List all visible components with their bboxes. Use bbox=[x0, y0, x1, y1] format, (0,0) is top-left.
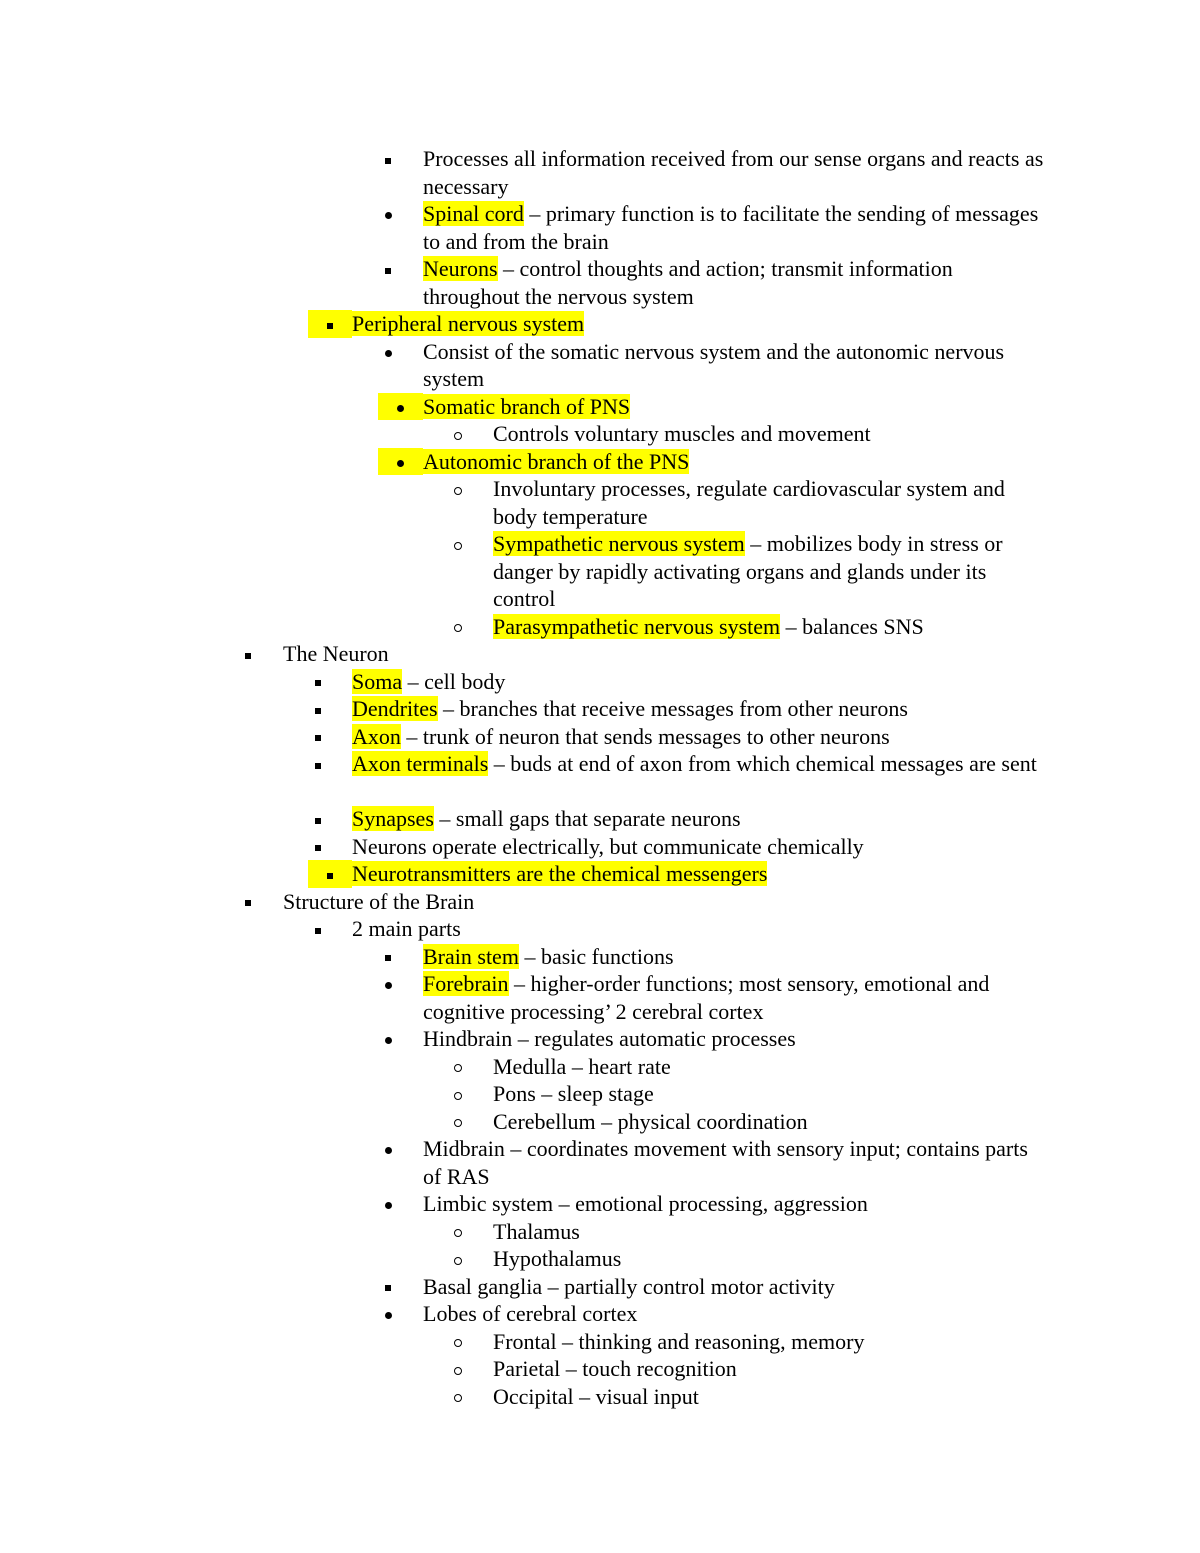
list-item-text bbox=[352, 668, 1050, 696]
item-description: Thalamus bbox=[493, 1218, 580, 1244]
item-description: – primary function is to facilitate the sending of messages to and from the brain bbox=[423, 201, 1039, 254]
item-description: Lobes of cerebral cortex bbox=[423, 1301, 638, 1326]
highlighted-term: Spinal cord bbox=[423, 201, 524, 226]
item-description: Structure of the Brain bbox=[283, 888, 475, 914]
item-description: Pons – sleep stage bbox=[493, 1081, 654, 1106]
list-item-text bbox=[423, 943, 1050, 971]
list-item-text bbox=[493, 613, 1050, 641]
disc-bullet-icon bbox=[378, 1025, 398, 1053]
list-item-text bbox=[423, 1025, 1050, 1053]
item-description: – buds at end of axon from which chemical messages are sent bbox=[488, 751, 1037, 776]
highlighted-term: Peripheral nervous system bbox=[352, 311, 585, 336]
circle-bullet-icon bbox=[448, 420, 468, 448]
circle-bullet-icon bbox=[448, 475, 468, 503]
item-description: Parietal – touch recognition bbox=[493, 1356, 737, 1381]
highlighted-term: Neurotransmitters are the chemical messengers bbox=[352, 861, 768, 886]
item-description: – basic functions bbox=[518, 943, 674, 969]
circle-bullet-icon bbox=[448, 1218, 468, 1246]
highlighted-term: Synapses bbox=[352, 806, 434, 831]
disc-bullet-icon bbox=[378, 970, 398, 998]
item-description: – higher-order functions; most sensory, emotional and cognitive processing’ 2 cerebral cortex bbox=[423, 971, 990, 1024]
list-item-text bbox=[423, 1190, 1050, 1218]
square-bullet-icon bbox=[378, 1273, 398, 1301]
square-bullet-icon bbox=[308, 833, 328, 861]
item-description: Limbic system – emotional processing, aggression bbox=[423, 1191, 868, 1216]
square-bullet-icon bbox=[308, 750, 328, 778]
highlighted-term: Forebrain bbox=[423, 971, 509, 996]
square-bullet-icon bbox=[238, 640, 258, 668]
list-item-text bbox=[493, 1108, 1050, 1136]
disc-bullet-icon bbox=[378, 1190, 398, 1218]
item-description: – small gaps that separate neurons bbox=[433, 806, 741, 831]
highlighted-term: Soma bbox=[352, 668, 403, 694]
list-item-text bbox=[423, 1135, 1050, 1190]
circle-bullet-icon bbox=[448, 613, 468, 641]
list-item-text bbox=[423, 200, 1050, 255]
disc-bullet-icon bbox=[378, 1300, 398, 1328]
list-item-text bbox=[352, 860, 1050, 888]
list-item-text bbox=[352, 915, 1050, 943]
square-bullet-icon bbox=[308, 668, 328, 696]
highlighted-term: Brain stem bbox=[423, 943, 519, 969]
square-bullet-icon bbox=[378, 255, 398, 283]
item-description: 2 main parts bbox=[352, 916, 461, 941]
circle-bullet-icon bbox=[448, 1080, 468, 1108]
item-description: Frontal – thinking and reasoning, memory bbox=[493, 1328, 865, 1354]
list-item-text bbox=[493, 1245, 1050, 1273]
item-description: Hypothalamus bbox=[493, 1246, 622, 1271]
list-item-text bbox=[352, 310, 1050, 338]
list-item-text bbox=[493, 530, 1050, 613]
list-item-text bbox=[423, 448, 1050, 476]
disc-bullet-icon bbox=[378, 200, 398, 228]
item-description: Midbrain – coordinates movement with sensory input; contains parts of RAS bbox=[423, 1136, 1028, 1189]
highlighted-term: Axon bbox=[352, 723, 401, 749]
disc-bullet-icon bbox=[378, 1135, 398, 1163]
list-item-text bbox=[352, 805, 1050, 833]
list-item-text bbox=[423, 145, 1050, 200]
item-description: – control thoughts and action; transmit information throughout the nervous system bbox=[423, 256, 953, 309]
highlighted-term: Sympathetic nervous system bbox=[493, 531, 745, 556]
list-item-text bbox=[493, 1383, 1050, 1411]
circle-bullet-icon bbox=[448, 1053, 468, 1081]
circle-bullet-icon bbox=[448, 1355, 468, 1383]
list-item-text bbox=[423, 393, 1050, 421]
item-description: Processes all information received from our sense organs and reacts as necessary bbox=[423, 146, 1044, 199]
list-item-text bbox=[423, 970, 1050, 1025]
square-bullet-icon bbox=[308, 860, 352, 888]
circle-bullet-icon bbox=[448, 1108, 468, 1136]
list-item-text bbox=[423, 338, 1050, 393]
disc-bullet-icon bbox=[378, 338, 398, 366]
list-item-text bbox=[423, 1273, 1050, 1301]
item-description: – mobilizes body in stress or danger by rapidly activating organs and glands under its control bbox=[493, 531, 1003, 611]
square-bullet-icon bbox=[308, 695, 328, 723]
circle-bullet-icon bbox=[448, 1328, 468, 1356]
item-description: Consist of the somatic nervous system and the autonomic nervous system bbox=[423, 338, 1005, 391]
highlighted-term: Somatic branch of PNS bbox=[423, 393, 631, 419]
list-item-text bbox=[493, 1218, 1050, 1246]
list-item-text bbox=[493, 475, 1050, 530]
list-item-text bbox=[493, 1080, 1050, 1108]
square-bullet-icon bbox=[378, 145, 398, 173]
item-description: Controls voluntary muscles and movement bbox=[493, 421, 871, 446]
circle-bullet-icon bbox=[448, 530, 468, 558]
highlighted-term: Axon terminals bbox=[352, 751, 489, 776]
square-bullet-icon bbox=[308, 805, 328, 833]
list-item-text bbox=[352, 723, 1050, 751]
list-item-text bbox=[352, 750, 1050, 778]
circle-bullet-icon bbox=[448, 1383, 468, 1411]
square-bullet-icon bbox=[308, 310, 352, 338]
circle-bullet-icon bbox=[448, 1245, 468, 1273]
list-item-text bbox=[493, 420, 1050, 448]
square-bullet-icon bbox=[378, 943, 398, 971]
item-description: – branches that receive messages from other neurons bbox=[437, 696, 908, 721]
highlighted-term: Parasympathetic nervous system bbox=[493, 613, 781, 639]
item-description: – cell body bbox=[402, 668, 506, 694]
list-item-text bbox=[283, 640, 1050, 668]
list-item-text bbox=[283, 888, 1050, 916]
item-description: – trunk of neuron that sends messages to other neurons bbox=[400, 723, 890, 749]
item-description: Basal ganglia – partially control motor activity bbox=[423, 1273, 835, 1299]
item-description: Involuntary processes, regulate cardiovascular system and body temperature bbox=[493, 476, 1005, 529]
list-item-text bbox=[423, 255, 1050, 310]
item-description: Hindbrain – regulates automatic processes bbox=[423, 1026, 796, 1051]
square-bullet-icon bbox=[308, 915, 328, 943]
item-description: – balances SNS bbox=[780, 613, 924, 639]
highlighted-term: Autonomic branch of the PNS bbox=[423, 448, 690, 474]
list-item-text bbox=[352, 833, 1050, 861]
item-description: Neurons operate electrically, but communicate chemically bbox=[352, 833, 864, 859]
square-bullet-icon bbox=[308, 723, 328, 751]
list-item-text bbox=[493, 1053, 1050, 1081]
list-item-text bbox=[352, 695, 1050, 723]
disc-bullet-icon bbox=[378, 448, 423, 476]
square-bullet-icon bbox=[238, 888, 258, 916]
item-description: Cerebellum – physical coordination bbox=[493, 1108, 808, 1134]
item-description: The Neuron bbox=[283, 641, 389, 666]
highlighted-term: Dendrites bbox=[352, 696, 438, 721]
list-item-text bbox=[423, 1300, 1050, 1328]
item-description: Medulla – heart rate bbox=[493, 1053, 671, 1079]
list-item-text bbox=[493, 1355, 1050, 1383]
disc-bullet-icon bbox=[378, 393, 423, 421]
item-description: Occipital – visual input bbox=[493, 1383, 699, 1409]
list-item-text bbox=[493, 1328, 1050, 1356]
highlighted-term: Neurons bbox=[423, 256, 498, 281]
